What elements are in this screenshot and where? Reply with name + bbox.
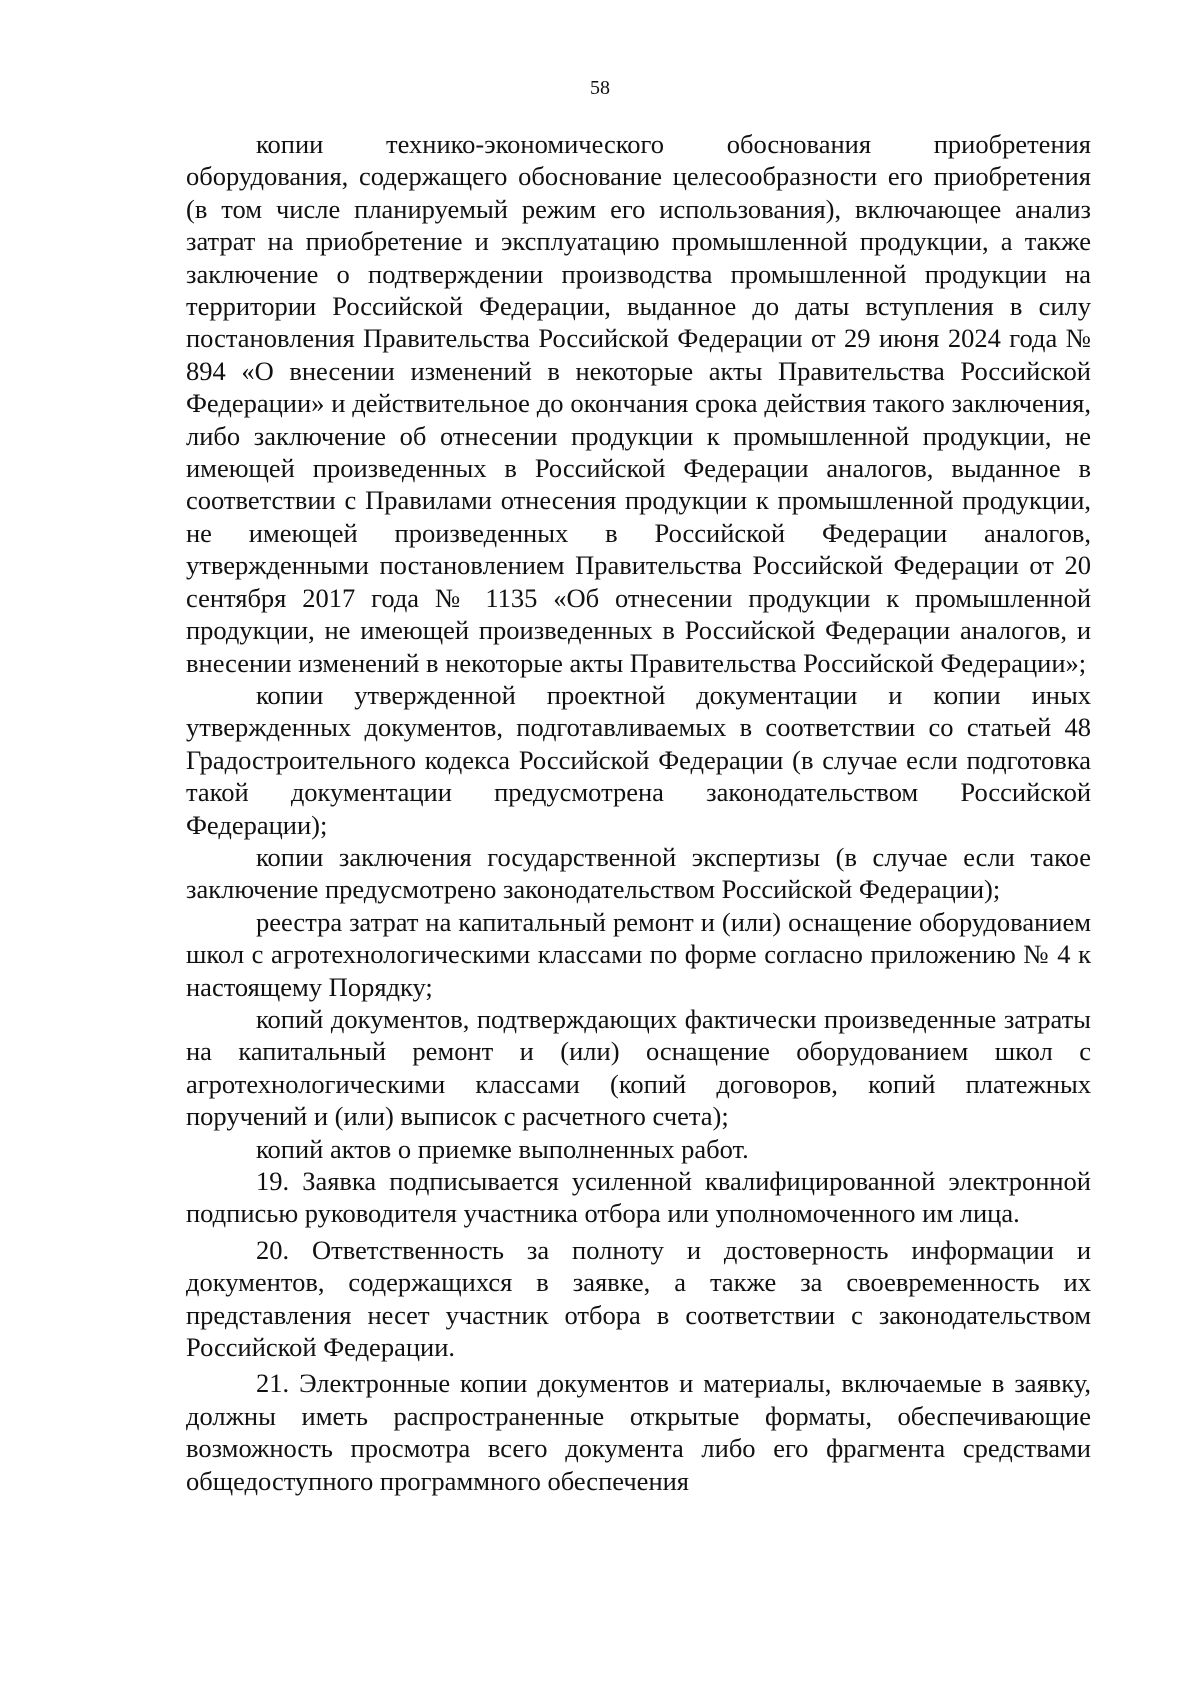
paragraph-clause-20: 20. Ответственность за полноту и достоверность информации и документов, содержащихся в заявке, а также за своевременность их представления несет участник отбора в соответствии с законодательством Российской Федерации. <box>186 1234 1091 1363</box>
paragraph-state-expertise-copies: копии заключения государственной экспертизы (в случае если такое заключение предусмотрено законодательством Российской Федерации); <box>186 841 1091 905</box>
document-body <box>186 128 1091 1497</box>
page-number: 58 <box>590 77 610 99</box>
paragraph-acceptance-acts: копий актов о приемке выполненных работ. <box>256 1133 749 1164</box>
paragraph-clause-19: 19. Заявка подписывается усиленной квалифицированной электронной подписью руководителя участника отбора или уполномоченного им лица. <box>186 1166 1091 1229</box>
paragraph-project-documentation-copies: копии утвержденной проектной документации и копии иных утвержденных документов, подготавливаемых в соответствии со статьей 48 Градостроительного кодекса Российской Федерации (в случае если подготовка такой документации предусмотрена законодательством Российской Федерации); <box>186 679 1091 840</box>
paragraph-feasibility-study-copies: копии технико-экономического обоснования приобретения оборудования, содержащего обоснование целесообразности его приобретения (в том числе планируемый режим его использования), включающее анализ затрат на приобретение и эксплуатацию промышленной продукции, а также заключение о подтверждении производства промышленной продукции на территории Российской Федерации, выданное до даты вступления в силу постановления Правительства Российской Федерации от 29 июня 2024 года № 894 «О внесении изменений в некоторые акты Правительства Российской Федерации» и действительное до окончания срока действия такого заключения, либо заключение об отнесении продукции к промышленной продукции, не имеющей произведенных в Российской Федерации аналогов, выданное в соответствии с Правилами отнесения продукции к промышленной продукции, не имеющей произведенных в Российской Федерации аналогов, утвержденными постановлением Правительства Российской Федерации от 20 сентября 2017 года № 1135 «Об отнесении продукции к промышленной продукции, не имеющей произведенных в Российской Федерации аналогов, и внесении изменений в некоторые акты Правительства Российской Федерации»; <box>186 129 1091 678</box>
paragraph-expense-confirmation-copies: копий документов, подтверждающих фактически произведенные затраты на капитальный ремонт и (или) оснащение оборудованием школ с агротехнологическими классами (копий договоров, копий платежных поручений и (или) выписок с расчетного счета); <box>186 1003 1091 1132</box>
paragraph-cost-register: реестра затрат на капитальный ремонт и (или) оснащение оборудованием школ с агротехнологическими классами по форме согласно приложению № 4 к настоящему Порядку; <box>186 906 1091 1002</box>
paragraph-clause-21: 21. Электронные копии документов и материалы, включаемые в заявку, должны иметь распространенные открытые форматы, обеспечивающие возможность просмотра всего документа либо его фрагмента средствами общедоступного программного обеспечения <box>186 1368 1091 1496</box>
